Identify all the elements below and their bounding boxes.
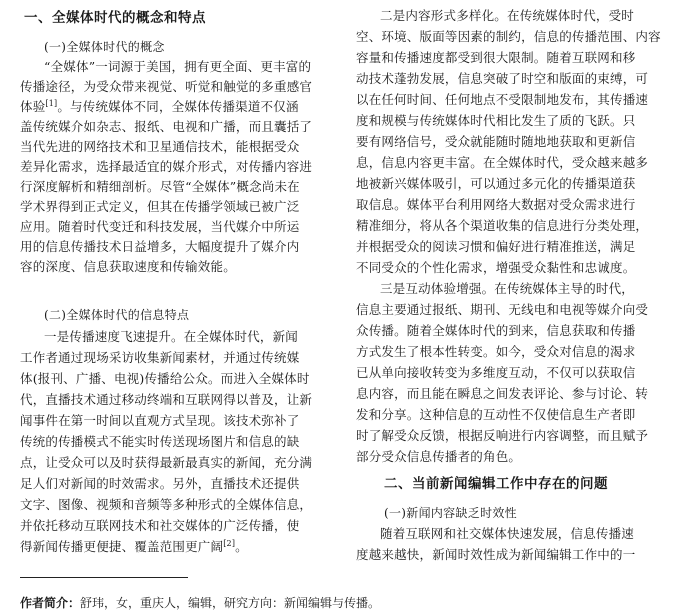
- paragraph-line: 地被新兴媒体吸引，可以通过多元化的传播渠道获: [356, 176, 636, 191]
- footnote-divider: [20, 577, 188, 578]
- paragraph-line: 取信息。媒体平台利用网络大数据对受众需求进行: [356, 197, 636, 212]
- citation-ref: [1]: [45, 98, 58, 108]
- footnote-text: 舒玮，女，重庆人，编辑，研究方向：新闻编辑与传播。: [80, 596, 381, 610]
- paragraph-line: 不同受众的个性化需求，增强受众黏性和忠诚度。: [356, 260, 636, 275]
- paragraph-line: 随着互联网和社交媒体快速发展，信息传播速: [380, 526, 635, 541]
- paragraph-line: 时了解受众反馈，根据反响进行内容调整，而且赋予: [356, 428, 649, 443]
- paragraph-line: 空、环境、版面等因素的制约，信息的传播范围、内容: [356, 29, 661, 44]
- paragraph-line: 并依托移动互联网技术和社交媒体的广泛传播，使: [20, 518, 300, 533]
- paragraph-line: 部分受众信息传播者的角色。: [356, 449, 522, 464]
- paragraph-line: 应用。随着时代变迁和科技发展，当代媒介中所运: [20, 219, 300, 234]
- paragraph-line: 盖传统媒介如杂志、报纸、电视和广播，而且囊括了: [20, 119, 313, 134]
- paragraph-line: 差异化需求，选择最适宜的媒介形式，对传播内容进: [20, 159, 313, 174]
- section-heading-2: 二、当前新闻编辑工作中存在的问题: [384, 476, 608, 492]
- paragraph-line: 众传播。随着全媒体时代的到来，信息获取和传播: [356, 323, 636, 338]
- paragraph-line: 方式发生了根本性转变。如今，受众对信息的渴求: [356, 344, 636, 359]
- paragraph-line: 体验[1]。与传统媒体不同，全媒体传播渠道不仅涵: [20, 98, 299, 114]
- paragraph-line: 息，信息内容更丰富。在全媒体时代，受众越来越多: [356, 155, 649, 170]
- paragraph-line: 动技术蓬勃发展，信息突破了时空和版面的束缚，可: [356, 71, 649, 86]
- paragraph-line: 一是传播速度飞速提升。在全媒体时代，新闻: [44, 329, 299, 344]
- paragraph-line: 并根据受众的阅读习惯和偏好进行精准推送，满足: [356, 239, 636, 254]
- paragraph-line: 容的深度、信息获取速度和传输效能。: [20, 259, 236, 274]
- footnote-label: 作者简介：: [20, 596, 81, 610]
- paragraph-line: 二是内容形式多样化。在传统媒体时代，受时: [380, 8, 635, 23]
- paragraph-line: 工作者通过现场采访收集新闻素材，并通过传统媒: [20, 350, 300, 365]
- paragraph-line: 容量和传播速度都受到很大限制。随着互联网和移: [356, 50, 636, 65]
- paragraph-line: 当代先进的网络技术和卫星通信技术，能根据受众: [20, 139, 300, 154]
- paragraph-line: 足人们对新闻的时效需求。另外，直播技术还提供: [20, 476, 300, 491]
- paragraph-line: 精准细分，将从各个渠道收集的信息进行分类处理，: [356, 218, 649, 233]
- paragraph-line: “全媒体”一词源于美国，拥有更全面、更丰富的: [44, 59, 312, 74]
- section-heading-1: 一、全媒体时代的概念和特点: [24, 10, 206, 26]
- paragraph-line: 信息主要通过报纸、期刊、无线电和电视等媒介向受: [356, 302, 649, 317]
- paragraph-line: 闻事件在第一时间以直观方式呈现。该技术弥补了: [20, 413, 300, 428]
- paragraph-line: 以在任何时间、任何地点不受限制地发布，其传播速: [356, 92, 649, 107]
- subsection-heading-3: (一)新闻内容缺乏时效性: [384, 506, 517, 520]
- paragraph-line: 代，直播技术通过移动终端和互联网得以普及，让新: [20, 392, 313, 407]
- paragraph-line: 度和规模与传统媒体时代相比发生了质的飞跃。只: [356, 113, 636, 128]
- subsection-heading-2: (二)全媒体时代的信息特点: [44, 308, 190, 322]
- paragraph-line: 用的信息传播技术日益增多，大幅度提升了媒介内: [20, 239, 300, 254]
- paragraph-line: 学术界得到正式定义，但其在传播学领域已被广泛: [20, 199, 300, 214]
- paragraph-line: 发和分享。这种信息的互动性不仅使信息生产者即: [356, 407, 636, 422]
- paragraph-line: 息内容，而且能在瞬息之间发表评论、参与讨论、转: [356, 386, 649, 401]
- paragraph-line: 已从单向接收转变为多维度互动，不仅可以获取信: [356, 365, 636, 380]
- paragraph-line: 行深度解析和精细剖析。尽管“全媒体”概念尚未在: [20, 179, 300, 194]
- citation-ref: [2]: [223, 538, 236, 548]
- paragraph-line: 得新闻传播更便捷、覆盖范围更广阔[2]。: [20, 538, 248, 554]
- paragraph-line: 点，让受众可以及时获得最新最真实的新闻，充分满: [20, 455, 313, 470]
- paragraph-line: 三是互动体验增强。在传统媒体主导的时代，: [380, 281, 635, 296]
- paragraph-line: 要有网络信号，受众就能随时随地地获取和更新信: [356, 134, 636, 149]
- paragraph-line: 文字、图像、视频和音频等多种形式的全媒体信息，: [20, 497, 313, 512]
- paragraph-line: 度越来越快，新闻时效性成为新闻编辑工作中的一: [356, 547, 636, 562]
- paragraph-line: 传播途径，为受众带来视觉、听觉和触觉的多重感官: [20, 79, 313, 94]
- author-footnote: [20, 594, 380, 612]
- paragraph-line: 体(报刊、广播、电视)传播给公众。而进入全媒体时: [20, 371, 310, 386]
- subsection-heading-1: (一)全媒体时代的概念: [44, 40, 165, 54]
- paragraph-line: 传统的传播模式不能实时传送现场图片和信息的缺: [20, 434, 300, 449]
